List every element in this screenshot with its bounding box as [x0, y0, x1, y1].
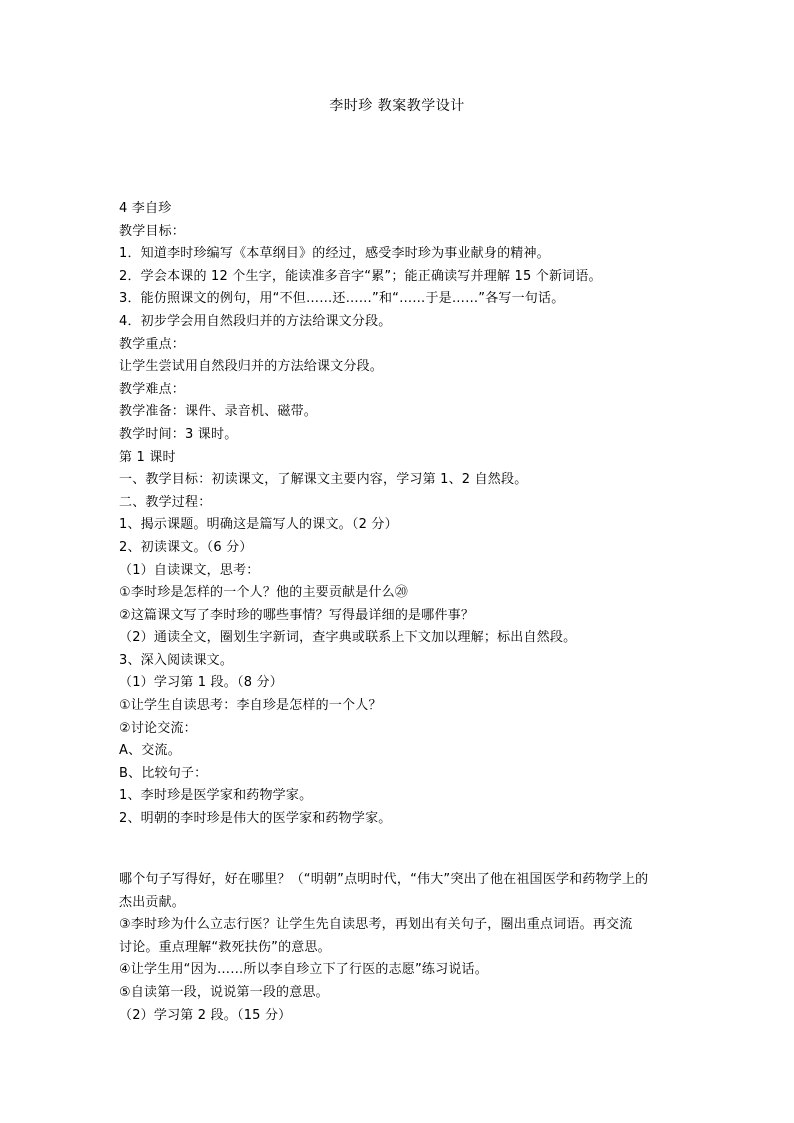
document-body-section-1	[119, 198, 684, 831]
document-title: 李时珍 教案教学设计	[329, 98, 465, 114]
time-text: 教学时间：3 课时。	[119, 426, 238, 442]
process-step: 1、揭示课题。明确这是篇写人的课文。（2 分）	[119, 517, 398, 533]
process-heading: 二、教学过程：	[119, 494, 212, 510]
question-item: ②这篇课文写了李时珍的哪些事情？写得最详细的是哪件事？	[119, 607, 475, 623]
process-step: 2、初读课文。（6 分）	[119, 539, 253, 555]
question-item: ②讨论交流：	[119, 720, 197, 736]
process-step: 3、深入阅读课文。	[119, 652, 234, 668]
lesson-heading: 4 李自珍	[119, 201, 172, 216]
period-heading: 第 1 课时	[119, 449, 176, 465]
key-points-label: 教学重点：	[119, 336, 186, 352]
question-item: ④让学生用“因为……所以李自珍立下了行医的志愿”练习说话。	[119, 962, 488, 978]
question-item: ①李时珍是怎样的一个人？他的主要贡献是什么⑳	[119, 585, 409, 601]
sentence-item: 1、李时珍是医学家和药物学家。	[119, 788, 313, 804]
objective-item: 2．学会本课的 12 个生字，能读准多音字“累”；能正确读写并理解 15 个新词语。	[119, 268, 602, 284]
paragraph-line: 讨论。重点理解“救死扶伤”的意思。	[119, 939, 331, 955]
document-body-section-2	[119, 869, 684, 1027]
question-item: ①让学生自读思考：李自珍是怎样的一个人？	[119, 698, 382, 714]
paragraph-line: 哪个句子写得好，好在哪里？（“明朝”点明时代，“伟大”突出了他在祖国医学和药物学上的	[119, 872, 649, 887]
process-substep: （2）学习第 2 段。（15 分）	[119, 1007, 292, 1023]
question-item: ⑤自读第一段，说说第一段的意思。	[119, 984, 329, 1000]
process-substep: （2）通读全文，圈划生字新词，查字典或联系上下文加以理解；标出自然段。	[119, 630, 577, 646]
sub-item: B、比较句子：	[119, 765, 208, 781]
period-objective: 一、教学目标：初读课文，了解课文主要内容，学习第 1、2 自然段。	[119, 472, 528, 488]
objective-item: 4．初步学会用自然段归并的方法给课文分段。	[119, 313, 392, 329]
question-item: ③李时珍为什么立志行医？让学生先自读思考，再划出有关句子，圈出重点词语。再交流	[119, 917, 633, 933]
process-substep: （1）自读课文，思考：	[119, 562, 260, 578]
sentence-item: 2、明朝的李时珍是伟大的医学家和药物学家。	[119, 811, 392, 827]
key-points-text: 让学生尝试用自然段归并的方法给课文分段。	[119, 359, 384, 375]
paragraph-line: 杰出贡献。	[119, 894, 186, 910]
process-substep: （1）学习第 1 段。（8 分）	[119, 675, 283, 691]
preparation-text: 教学准备：课件、录音机、磁带。	[119, 404, 318, 420]
sub-item: A、交流。	[119, 743, 181, 759]
difficulties-label: 教学难点：	[119, 381, 186, 397]
objective-item: 1．知道李时珍编写《本草纲目》的经过，感受李时珍为事业献身的精神。	[119, 246, 550, 262]
objectives-label: 教学目标：	[119, 223, 186, 239]
objective-item: 3．能仿照课文的例句，用“不但……还……”和“……于是……”各写一句话。	[119, 291, 565, 307]
